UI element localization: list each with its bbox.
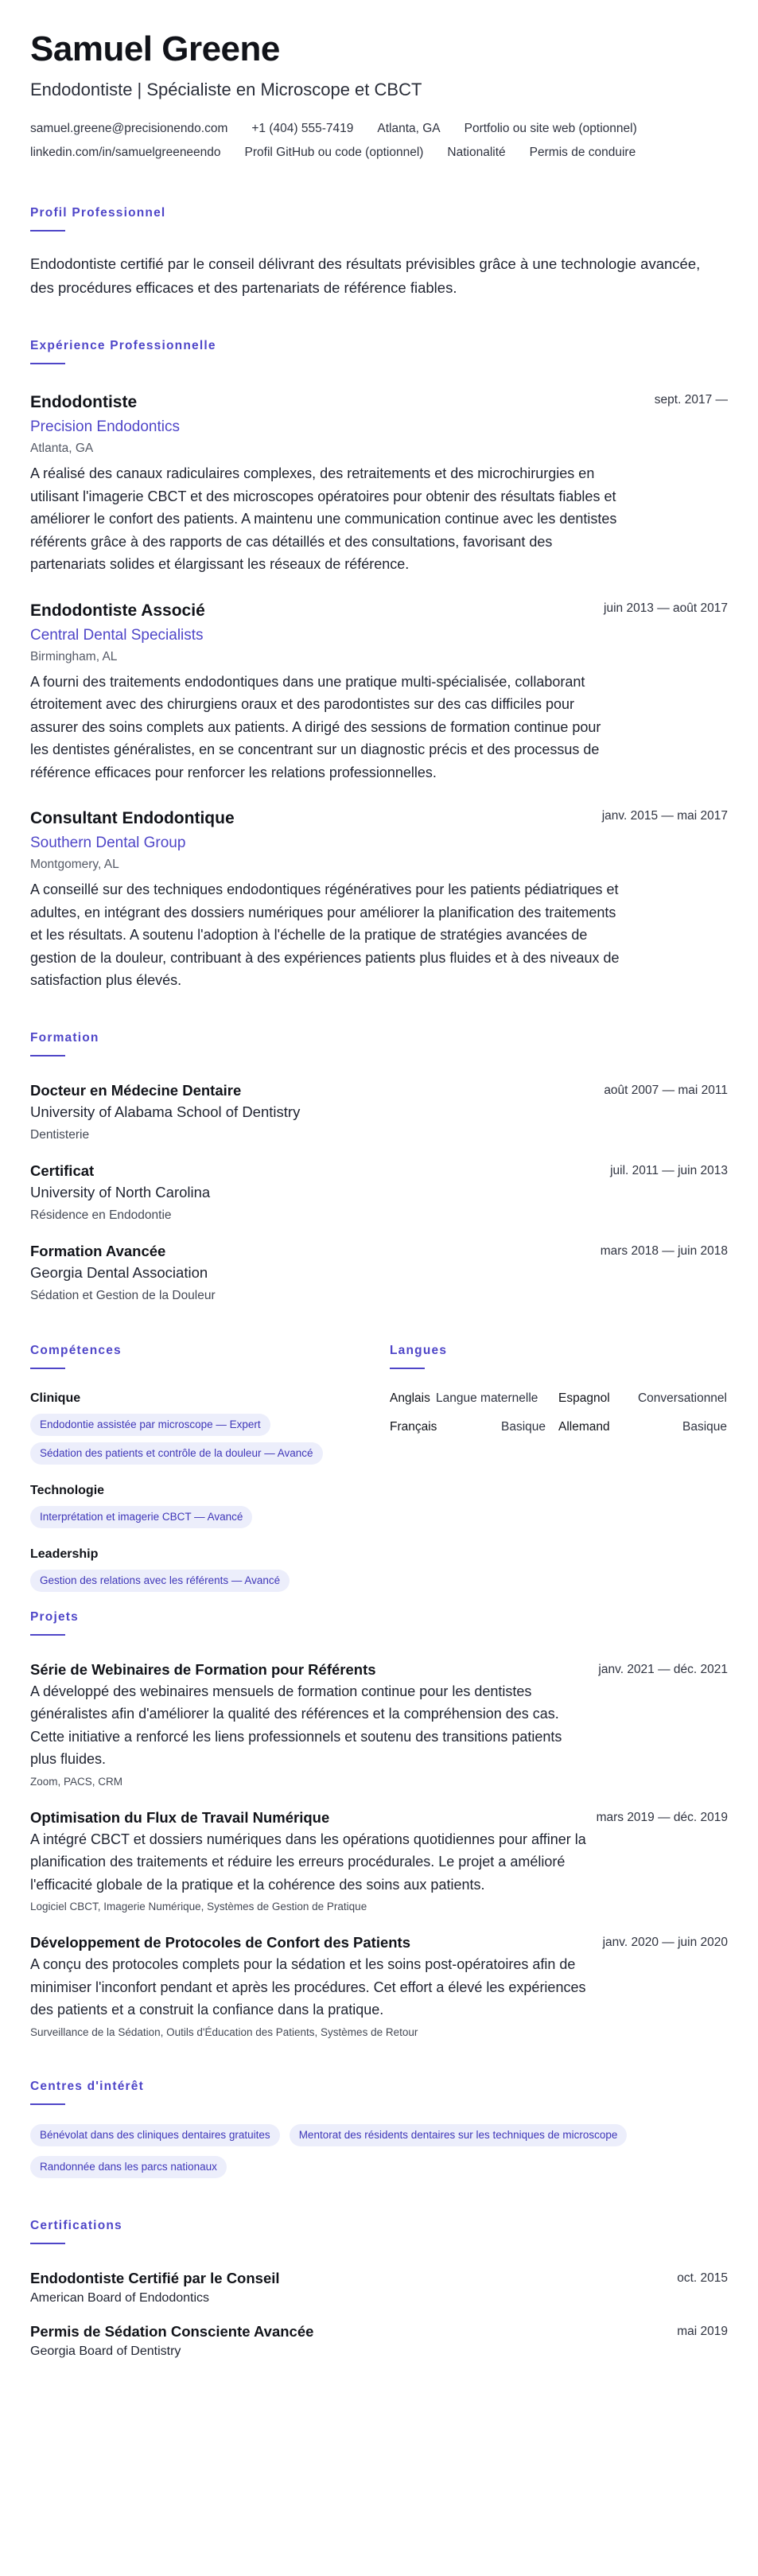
contact-nationality: Nationalité <box>447 146 506 159</box>
project-date: janv. 2021 — déc. 2021 <box>598 1662 728 1676</box>
job-title: Endodontiste Associé <box>30 601 205 620</box>
education-field: Sédation et Gestion de la Douleur <box>30 1288 216 1302</box>
language-row <box>390 1418 728 1436</box>
project-item <box>30 1660 728 1790</box>
project-date: mars 2019 — déc. 2019 <box>596 1810 728 1824</box>
language-name: Espagnol <box>558 1391 610 1405</box>
candidate-name: Samuel Greene <box>30 29 280 68</box>
section-divider <box>390 1368 425 1369</box>
certification-item <box>30 2321 728 2360</box>
job-company: Southern Dental Group <box>30 835 186 851</box>
certification-issuer: Georgia Board of Dentistry <box>30 2344 181 2358</box>
project-title: Série de Webinaires de Formation pour Référents <box>30 1660 376 1678</box>
job-location: Montgomery, AL <box>30 858 119 871</box>
education-school: University of North Carolina <box>30 1183 211 1200</box>
certification-name: Endodontiste Certifié par le Conseil <box>30 2269 280 2286</box>
language-item <box>390 1418 558 1436</box>
language-row <box>390 1390 728 1407</box>
education-section <box>30 1030 728 1305</box>
job-date: sept. 2017 — <box>654 393 728 407</box>
education-field: Résidence en Endodontie <box>30 1208 172 1222</box>
summary-text: Endodontiste certifié par le conseil délivrant des résultats prévisibles grâce à une technologie avancée, des procédures efficaces et des partenariats de référence fiables. <box>30 255 701 296</box>
education-degree: Certificat <box>30 1162 95 1179</box>
section-title-interests: Centres d'intérêt <box>30 2079 144 2093</box>
education-school: University of Alabama School of Dentistry <box>30 1103 301 1120</box>
interest-tag: Bénévolat dans des cliniques dentaires gratuites <box>30 2124 280 2146</box>
section-divider <box>30 2103 65 2105</box>
language-name: Français <box>390 1419 437 1434</box>
job-date: juin 2013 — août 2017 <box>604 601 728 615</box>
project-keywords: Zoom, PACS, CRM <box>30 1775 123 1788</box>
project-keywords: Surveillance de la Sédation, Outils d'Éducation des Patients, Systèmes de Retour <box>30 2025 418 2038</box>
job-company: Central Dental Specialists <box>30 626 204 644</box>
experience-item <box>30 807 728 992</box>
education-school: Georgia Dental Association <box>30 1263 208 1281</box>
education-degree: Formation Avancée <box>30 1242 166 1259</box>
project-keywords: Logiciel CBCT, Imagerie Numérique, Systèmes de Gestion de Pratique <box>30 1901 367 1913</box>
education-field: Dentisterie <box>30 1127 90 1142</box>
interest-tag: Mentorat des résidents dentaires sur les techniques de microscope <box>290 2124 628 2146</box>
projects-section <box>30 1609 728 2041</box>
language-level: Langue maternelle <box>436 1391 538 1405</box>
language-level: Basique <box>500 1419 546 1434</box>
project-title: Optimisation du Flux de Travail Numérique <box>30 1808 330 1826</box>
section-divider <box>30 1634 65 1636</box>
certification-name: Permis de Sédation Consciente Avancée <box>30 2322 314 2340</box>
education-item <box>30 1080 728 1144</box>
certification-date: oct. 2015 <box>677 2271 728 2285</box>
skill-tag: Sédation des patients et contrôle de la douleur — Avancé <box>30 1442 323 1465</box>
job-title: Endodontiste <box>30 393 138 411</box>
job-description: A réalisé des canaux radiculaires complexes, des retraitements et des microchirurgies en utilisant l'imagerie CBCT et des microscopes opératoires pour obtenir des résultats fiables et améliorer le confort des patients. A maintenu une communication continue avec les dentistes référents grâce à des rapports de cas détaillés et des consultations, favorisant des partenariats solides et élargissant les réseaux de référence. <box>30 465 617 572</box>
project-date: janv. 2020 — juin 2020 <box>602 1936 728 1949</box>
certification-issuer: American Board of Endodontics <box>30 2290 210 2305</box>
project-item <box>30 1807 728 1916</box>
job-description: A fourni des traitements endodontiques dans une pratique multi-spécialisée, collaborant étroitement avec des chirurgiens oraux et des parodontistes sur des cas difficiles pour assurer des soins complets aux patients. A dirigé des sessions de formation continue pour les dentistes généralistes, en se concentrant sur un diagnostic précis et des processus de référence efficaces pour renforcer les relations professionnelles. <box>30 673 601 780</box>
section-title-skills: Compétences <box>30 1343 122 1357</box>
language-name: Allemand <box>558 1419 610 1434</box>
section-divider <box>30 363 65 364</box>
contact-location: Atlanta, GA <box>377 122 441 135</box>
language-level: Basique <box>682 1419 727 1434</box>
candidate-headline: Endodontiste | Spécialiste en Microscope et CBCT <box>30 80 422 99</box>
contact-linkedin[interactable]: linkedin.com/in/samuelgreeneendo <box>30 146 221 159</box>
job-location: Atlanta, GA <box>30 442 94 455</box>
education-item <box>30 1161 728 1224</box>
section-title-education: Formation <box>30 1030 99 1045</box>
section-divider <box>30 230 65 232</box>
skill-category-name: Clinique <box>30 1391 81 1405</box>
experience-item <box>30 600 728 784</box>
section-divider <box>30 2243 65 2244</box>
skill-category <box>30 1546 380 1592</box>
skills-section <box>30 1343 380 1592</box>
interest-tag: Randonnée dans les parcs nationaux <box>30 2156 227 2178</box>
skills-languages-row <box>30 1343 728 1605</box>
languages-section <box>390 1343 728 1436</box>
education-degree: Docteur en Médecine Dentaire <box>30 1081 242 1099</box>
contact-driving-license: Permis de conduire <box>529 146 636 159</box>
certifications-section <box>30 2218 728 2360</box>
skill-category-name: Technologie <box>30 1483 105 1497</box>
job-date: janv. 2015 — mai 2017 <box>601 809 728 823</box>
skill-tag: Interprétation et imagerie CBCT — Avancé <box>30 1506 252 1528</box>
certification-date: mai 2019 <box>677 2324 728 2338</box>
contact-phone[interactable]: +1 (404) 555-7419 <box>251 122 354 135</box>
section-title-projects: Projets <box>30 1609 79 1624</box>
job-description: A conseillé sur des techniques endodontiques régénératives pour les patients pédiatriques et adultes, en intégrant des dossiers numériques pour améliorer la planification des traitements et les résultats. A soutenu l'adoption à l'échelle de la pratique de stratégies avancées de gestion de la douleur, contribuant à des expériences patients plus fluides et à des niveaux de satisfaction plus élevés. <box>30 881 620 988</box>
language-level: Conversationnel <box>637 1391 727 1405</box>
section-title-certifications: Certifications <box>30 2218 122 2232</box>
language-item <box>558 1390 727 1407</box>
section-divider <box>30 1055 65 1056</box>
skill-category <box>30 1482 380 1528</box>
experience-section <box>30 338 728 992</box>
interests-section <box>30 2079 728 2178</box>
project-item <box>30 1932 728 2041</box>
summary-section <box>30 205 728 300</box>
education-date: mars 2018 — juin 2018 <box>600 1243 728 1258</box>
skill-category-name: Leadership <box>30 1547 99 1561</box>
contact-portfolio[interactable]: Portfolio ou site web (optionnel) <box>464 122 637 135</box>
language-item <box>558 1418 727 1436</box>
job-title: Consultant Endodontique <box>30 809 235 827</box>
skill-category <box>30 1390 380 1465</box>
project-description: A conçu des protocoles complets pour la sédation et les soins post-opératoires afin de minimiser l'inconfort pendant et après les procédures. Cet effort a élevé les expériences des patients et a construit la confiance dans la pratique. <box>30 1956 586 2018</box>
section-title-experience: Expérience Professionnelle <box>30 339 216 352</box>
section-divider <box>30 1368 65 1369</box>
certification-item <box>30 2268 728 2307</box>
contact-github[interactable]: Profil GitHub ou code (optionnel) <box>244 146 424 159</box>
education-item <box>30 1241 728 1305</box>
contact-email[interactable]: samuel.greene@precisionendo.com <box>30 122 228 135</box>
job-location: Birmingham, AL <box>30 649 118 663</box>
resume-header <box>30 29 728 161</box>
project-title: Développement de Protocoles de Confort des Patients <box>30 1934 411 1951</box>
job-company: Precision Endodontics <box>30 418 180 435</box>
section-title-summary: Profil Professionnel <box>30 206 166 220</box>
interest-list <box>30 2124 730 2178</box>
language-item <box>390 1390 558 1407</box>
education-date: juil. 2011 — juin 2013 <box>610 1163 728 1177</box>
skill-tag: Endodontie assistée par microscope — Expert <box>30 1414 270 1436</box>
project-description: A développé des webinaires mensuels de formation continue pour les dentistes généralistes afin d'améliorer la qualité des références et la compréhension des cas. Cette initiative a renforcé les liens professionnels et soutenu des transitions patients plus fluides. <box>30 1683 562 1767</box>
contact-list <box>30 121 728 161</box>
experience-item <box>30 391 728 576</box>
language-name: Anglais <box>390 1391 430 1405</box>
skill-tag: Gestion des relations avec les référents — Avancé <box>30 1570 290 1592</box>
project-description: A intégré CBCT et dossiers numériques dans les opérations quotidiennes pour affiner la planification des traitements et réduire les erreurs procédurales. Le projet a amélioré l'efficacité globale de la pratique et la cohérence des soins aux patients. <box>30 1831 586 1893</box>
education-date: août 2007 — mai 2011 <box>604 1083 728 1097</box>
section-title-languages: Langues <box>390 1343 448 1357</box>
